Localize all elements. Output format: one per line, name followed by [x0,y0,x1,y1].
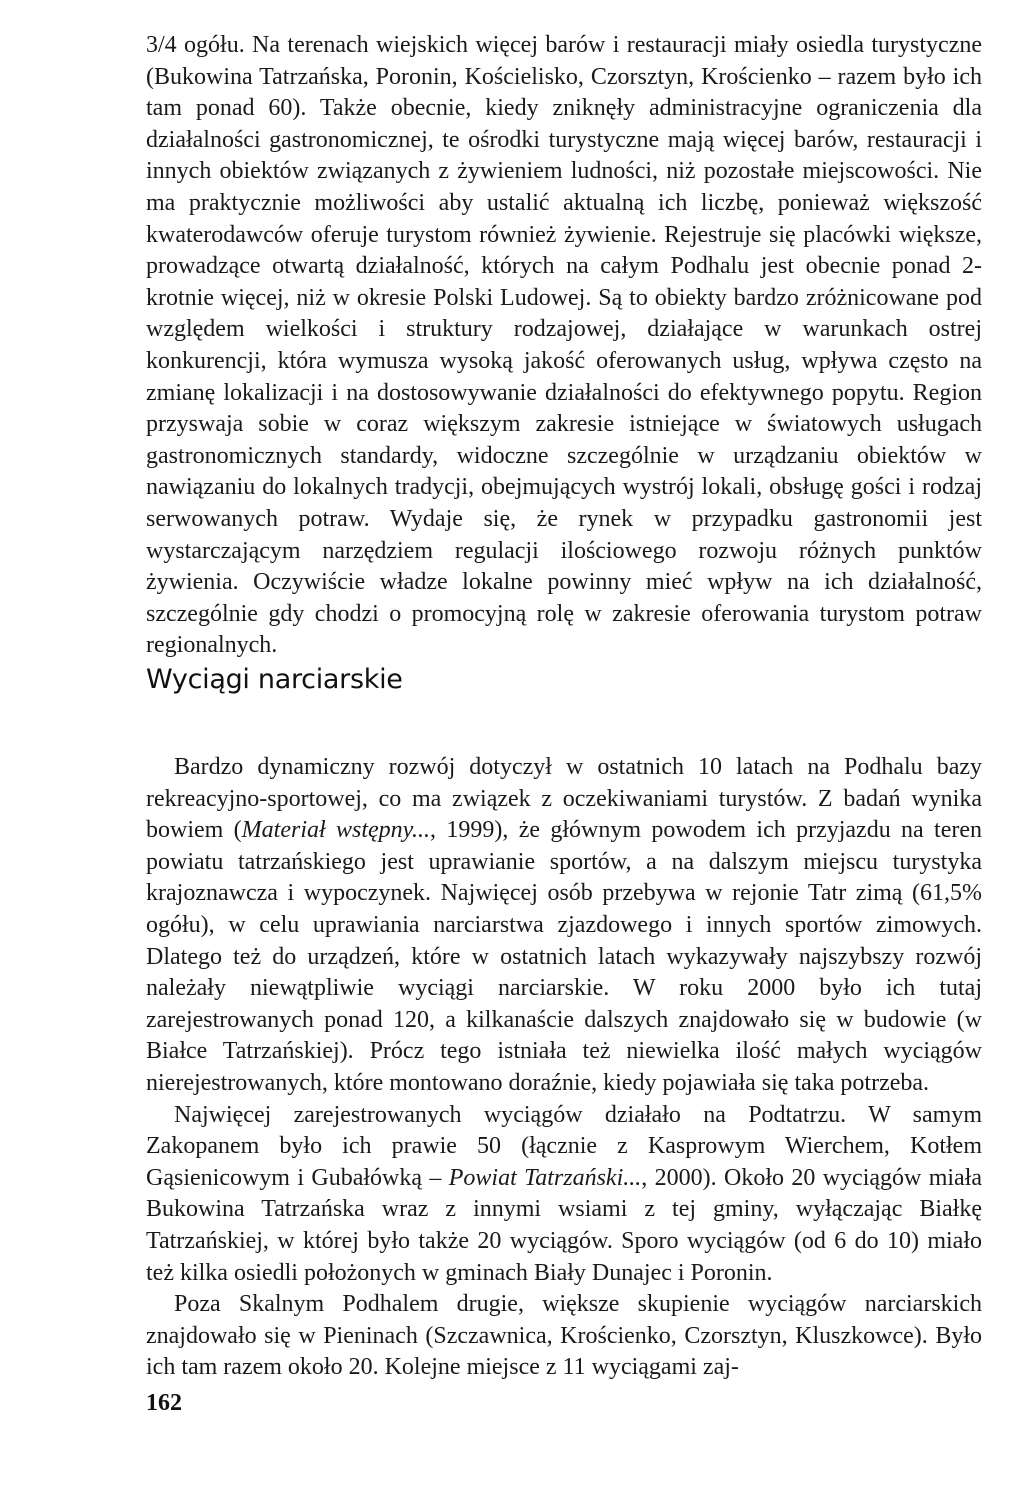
p2-citation: Powiat Tatrzański... [448,1164,642,1191]
section-paragraph-2 [146,1100,982,1290]
section-paragraph-3: Poza Skalnym Podhalem drugie, większe skupienie wyciągów narciarskich znajdowało się w Pieninach (Szczawnica, Krościenko, Czorsztyn, Kluszkowce). Było ich tam razem około 20. Kolejne miejsce z 11 wyciągami zaj- [146,1291,982,1381]
p1-text-before-citation: Bardzo dynamiczny rozwój dotyczył w ostatnich 10 latach na Podhalu bazy rekreacyjno-sportowej, co ma związek z oczekiwaniami turystów. Z badań wynika bowiem ( [146,754,982,844]
p2-text-after-citation: , 2000). Około 20 wyciągów miała Bukowina Tatrzańska wraz z innymi wsiami z tej gminy, wyłączając Białkę Tatrzańskiej, w której było także 20 wyciągów. Sporo wyciągów (od 6 do 10) miało też kilka osiedli położonych w gminach Biały Dunajec i Poronin. [146,1164,983,1286]
page-body [146,30,982,662]
p1-text-after-citation: , 1999), że głównym powodem ich przyjazdu na teren powiatu tatrzańskiego jest uprawianie sportów, a na dalszym miejscu turystyka krajoznawcza i wypoczynek. Najwięcej osób przebywa w rejonie Tatr zimą (61,5% ogółu), w celu uprawiania narciarstwa zjazdowego i innych sportów zimowych. Dlatego też do urządzeń, które w ostatnich latach wykazywały najszybszy rozwój należały niewątpliwie wyciągi narciarskie. W roku 2000 było ich tutaj zarejestrowanych ponad 120, a kilkanaście dalszych znajdowało się w budowie (w Białce Tatrzańskiej). Prócz tego istniała też niewielka ilość małych wyciągów nierejestrowanych, które montowano doraźnie, kiedy pojawiała się taka potrzeba. [146,817,983,1096]
p1-citation: Materiał wstępny... [241,817,431,844]
p2-text-before-citation: Najwięcej zarejestrowanych wyciągów działało na Podtatrzu. W samym Zakopanem było ich prawie 50 (łącznie z Kasprowym Wierchem, Kotłem Gąsienicowym i Gubałówką – [146,1101,982,1191]
section-body [146,752,982,1384]
section-paragraph-1 [146,752,982,1100]
intro-paragraph: 3/4 ogółu. Na terenach wiejskich więcej barów i restauracji miały osiedla turystyczne (Bukowina Tatrzańska, Poronin, Kościelisko, Czorsztyn, Krościenko – razem było ich tam ponad 60). Także obecnie, kiedy zniknęły administracyjne ograniczenia dla działalności gastronomicznej, te ośrodki turystyczne mają więcej barów, restauracji i innych obiektów związanych z żywieniem ludności, niż pozostałe miejscowości. Nie ma praktycznie możliwości aby ustalić aktualną ich liczbę, ponieważ większość kwaterodawców oferuje turystom również żywienie. Rejestruje się placówki większe, prowadzące otwartą działalność, których na całym Podhalu jest obecnie ponad 2-krotnie więcej, niż w okresie Polski Ludowej. Są to obiekty bardzo zróżnicowane pod względem wielkości i struktury rodzajowej, działające w warunkach ostrej konkurencji, która wymusza wysoką jakość oferowanych usług, wpływa często na zmianę lokalizacji i na dostosowywanie działalności do efektywnego popytu. Region przyswaja sobie w coraz większym zakresie istniejące w światowych usługach gastronomicznych standardy, widoczne szczególnie w urządzaniu obiektów w nawiązaniu do lokalnych tradycji, obejmujących wystrój lokali, obsługę gości i rodzaj serwowanych potraw. Wydaje się, że rynek w przypadku gastronomii jest wystarczającym narzędziem regulacji ilościowego rozwoju różnych punktów żywienia. Oczywiście władze lokalne powinny mieć wpływ na ich działalność, szczególnie gdy chodzi o promocyjną rolę w zakresie oferowania turystom potraw regionalnych. [146,32,982,659]
page-number: 162 [146,1390,182,1416]
section-heading: Wyciągi narciarskie [146,664,403,695]
